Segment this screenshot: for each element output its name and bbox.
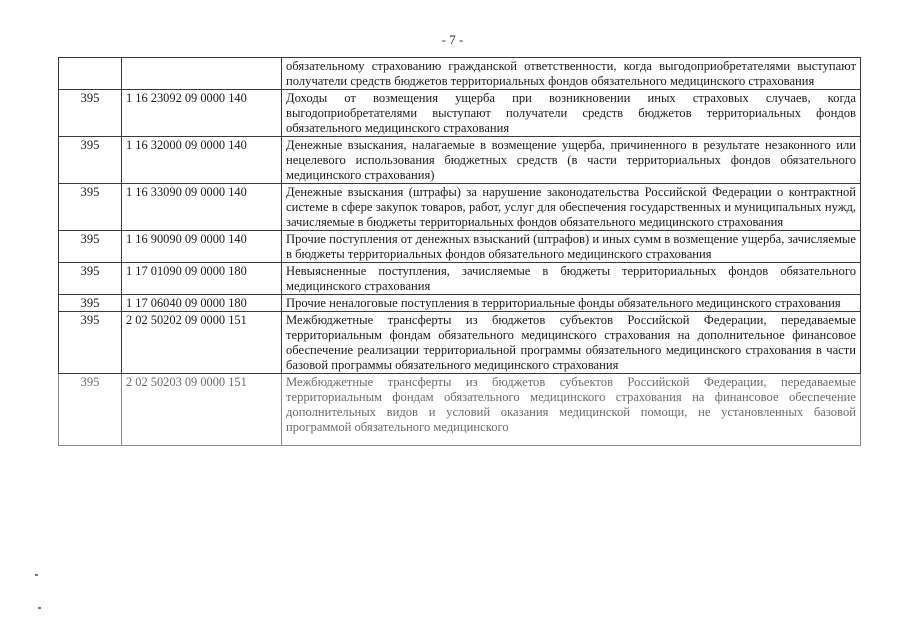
- description-cell: Доходы от возмещения ущерба при возникновении иных страховых случаев, когда выгодоприобретателями выступают получатели средств бюджетов территориальных фондов обязательного медицинского страхования: [282, 90, 861, 137]
- budget-code-cell: 2 02 50202 09 0000 151: [122, 312, 282, 374]
- budget-code-cell: 1 16 32000 09 0000 140: [122, 137, 282, 184]
- description-cell: Денежные взыскания, налагаемые в возмещение ущерба, причиненного в результате незаконного или нецелевого использования бюджетных средств (в части территориальных фондов обязательного медицинского страхования): [282, 137, 861, 184]
- budget-code-cell: 1 16 90090 09 0000 140: [122, 231, 282, 263]
- page-number: - 7 -: [441, 32, 464, 47]
- table-row: [59, 374, 861, 446]
- budget-code-cell: 2 02 50203 09 0000 151: [122, 374, 282, 446]
- admin-code-cell: 395: [59, 137, 122, 184]
- description-text: Межбюджетные трансферты из бюджетов субъектов Российской Федерации, передаваемые территориальным фондам обязательного медицинского страхования на финансовое обеспечение дополнительных видов и условий оказания медицинской помощи, не установленных базовой программой обязательного медицинского: [286, 375, 856, 434]
- table-row: [59, 312, 861, 374]
- description-cell: Прочие неналоговые поступления в территориальные фонды обязательного медицинского страхования: [282, 295, 861, 312]
- admin-code-cell: 395: [59, 312, 122, 374]
- budget-code-cell: 1 16 33090 09 0000 140: [122, 184, 282, 231]
- table-row: [59, 263, 861, 295]
- description-cell: Прочие поступления от денежных взысканий (штрафов) и иных сумм в возмещение ущерба, зачисляемые в бюджеты территориальных фондов обязательного медицинского страхования: [282, 231, 861, 263]
- admin-code-cell: 395: [59, 263, 122, 295]
- description-cell: Невыясненные поступления, зачисляемые в бюджеты территориальных фондов обязательного медицинского страхования: [282, 263, 861, 295]
- table-row: [59, 58, 861, 90]
- admin-code-cell: 395: [59, 90, 122, 137]
- table-row: [59, 90, 861, 137]
- budget-codes-table: [58, 57, 861, 446]
- admin-code-cell: 395: [59, 184, 122, 231]
- scan-speck: [38, 607, 41, 609]
- table-row: [59, 137, 861, 184]
- scan-speck: [35, 574, 38, 576]
- description-cell: Денежные взыскания (штрафы) за нарушение законодательства Российской Федерации о контрактной системе в сфере закупок товаров, работ, услуг для обеспечения государственных и муниципальных нужд, зачисляемые в бюджеты территориальных фондов обязательного медицинского страхования: [282, 184, 861, 231]
- description-cell: обязательному страхованию гражданской ответственности, когда выгодоприобретателями выступают получатели средств бюджетов территориальных фондов обязательного медицинского страхования: [282, 58, 861, 90]
- admin-code-cell: [59, 58, 122, 90]
- budget-code-cell: [122, 58, 282, 90]
- table-row: [59, 184, 861, 231]
- admin-code-cell: 395: [59, 231, 122, 263]
- admin-code-cell: 395: [59, 374, 122, 446]
- table-row: [59, 231, 861, 263]
- description-cell: [282, 374, 861, 446]
- admin-code-cell: 395: [59, 295, 122, 312]
- budget-code-cell: 1 17 01090 09 0000 180: [122, 263, 282, 295]
- table-row: [59, 295, 861, 312]
- description-cell: Межбюджетные трансферты из бюджетов субъектов Российской Федерации, передаваемые территориальным фондам обязательного медицинского страхования на дополнительное финансовое обеспечение реализации территориальной программы обязательного медицинского страхования в части базовой программы обязательного медицинского страхования: [282, 312, 861, 374]
- budget-code-cell: 1 16 23092 09 0000 140: [122, 90, 282, 137]
- budget-code-cell: 1 17 06040 09 0000 180: [122, 295, 282, 312]
